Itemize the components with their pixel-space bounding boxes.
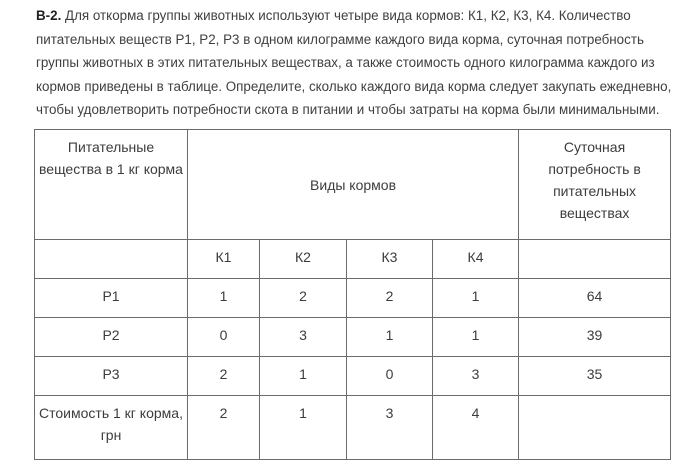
table-cost-row [35, 396, 671, 460]
nutrient-label: Р3 [35, 357, 188, 396]
table-cell: 2 [188, 357, 260, 396]
header-nutrients: Питательные вещества в 1 кг корма [35, 130, 188, 240]
table-cell: 2 [347, 279, 433, 318]
cost-label: Стоимость 1 кг корма, грн [35, 396, 188, 460]
table-row [35, 357, 671, 396]
cost-cell: 3 [347, 396, 433, 460]
table-cell: 1 [260, 357, 347, 396]
table-cell: 0 [347, 357, 433, 396]
table-cell: 3 [260, 318, 347, 357]
problem-text: Для откорма группы животных используют четыре вида кормов: К1, К2, К3, К4. Количество питательных веществ Р1, Р2, Р3 в одном килограмме каждого вида корма, суточная потребность группы животных в этих питательных веществах, а также стоимость одного килограмма каждого из кормов приведены в таблице. Определите, сколько каждого вида корма следует закупать ежедневно, чтобы удовлетворить потребности скота в питании и чтобы затраты на корма были минимальными. [36, 8, 672, 117]
nutrient-label: Р1 [35, 279, 188, 318]
table-cell: 0 [188, 318, 260, 357]
table-row [35, 318, 671, 357]
table-cell: 3 [433, 357, 519, 396]
demand-cell: 35 [519, 357, 671, 396]
table-row [35, 279, 671, 318]
table-cell: 1 [433, 279, 519, 318]
cost-demand-cell [519, 396, 671, 460]
table-cell: 1 [433, 318, 519, 357]
feed-k4: К4 [433, 240, 519, 279]
header-feeds: Виды кормов [188, 130, 519, 240]
table-cell: 1 [188, 279, 260, 318]
table-feeds-row [35, 240, 671, 279]
demand-cell: 64 [519, 279, 671, 318]
cost-cell: 1 [260, 396, 347, 460]
problem-statement [36, 4, 686, 122]
cost-cell: 2 [188, 396, 260, 460]
problem-code: В-2. [36, 8, 62, 23]
cost-cell: 4 [433, 396, 519, 460]
feed-k3: К3 [347, 240, 433, 279]
empty-cell [519, 240, 671, 279]
table-header-row [35, 130, 671, 240]
empty-cell [35, 240, 188, 279]
nutrient-label: Р2 [35, 318, 188, 357]
feed-table [34, 129, 671, 460]
feed-k1: К1 [188, 240, 260, 279]
feed-k2: К2 [260, 240, 347, 279]
table-cell: 2 [260, 279, 347, 318]
table-cell: 1 [347, 318, 433, 357]
demand-cell: 39 [519, 318, 671, 357]
header-demand: Суточная потребность в питательных веществах [519, 130, 671, 240]
